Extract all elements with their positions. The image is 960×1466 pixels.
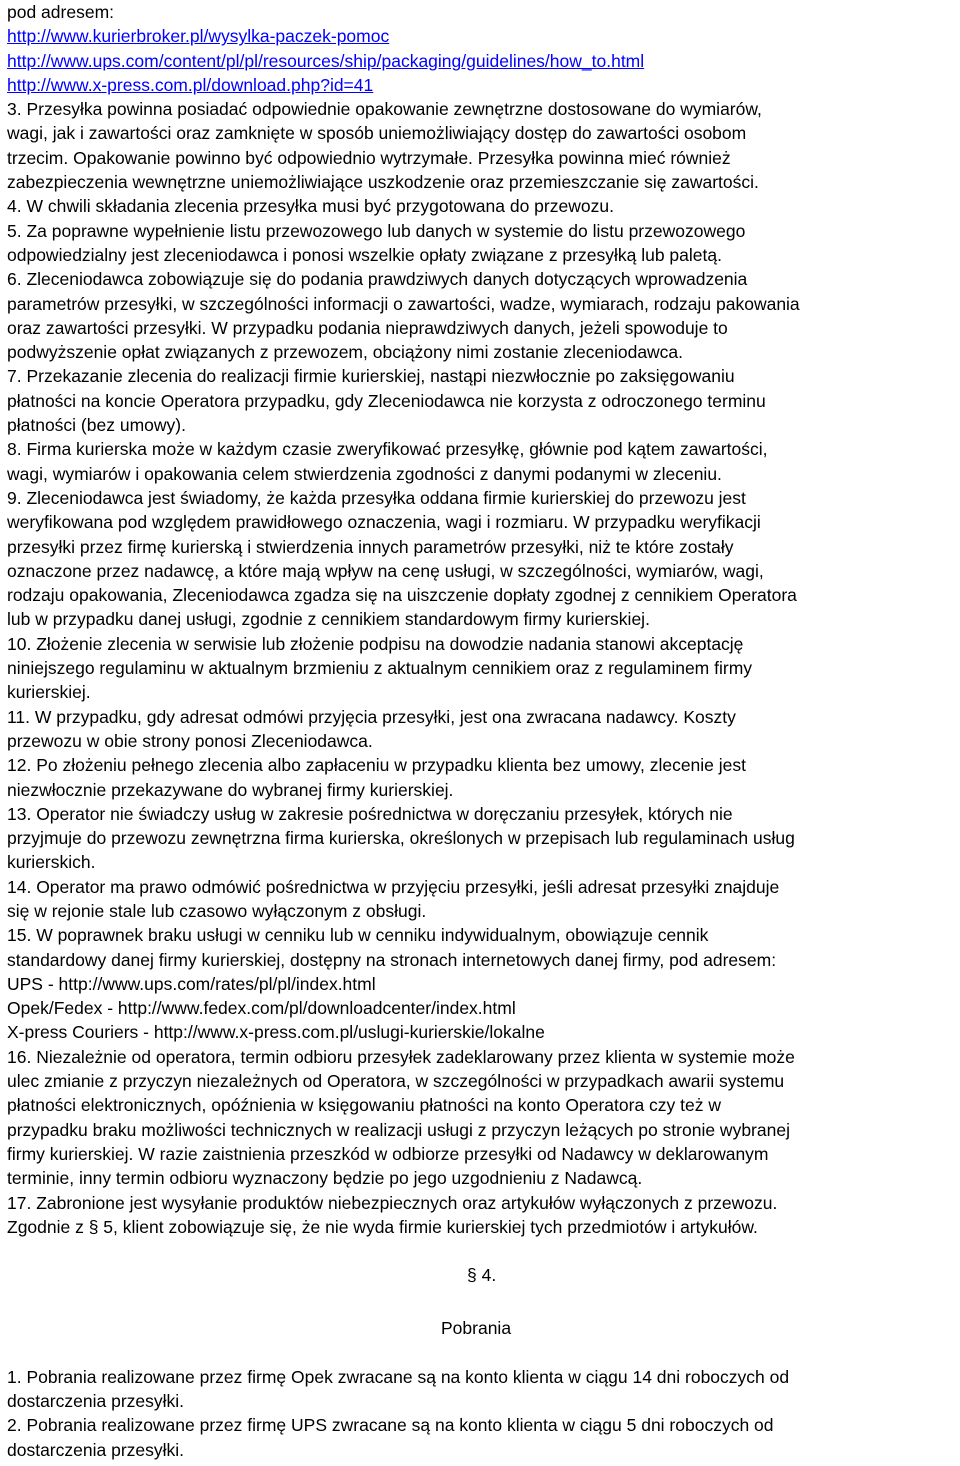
text-line: weryfikowana pod względem prawidłowego oznaczenia, wagi i rozmiaru. W przypadku weryfikacji bbox=[7, 512, 761, 533]
text-line: przesyłki przez firmę kurierską i stwierdzenia innych parametrów przesyłki, niż te które zostały bbox=[7, 536, 734, 557]
text-line: rodzaju opakowania, Zleceniodawca zgadza się na uiszczenie dopłaty zgodnej z cennikiem Operatora bbox=[7, 585, 797, 606]
text-line: przewozu w obie strony ponosi Zleceniodawca. bbox=[7, 730, 373, 751]
text-line: terminie, inny termin odbioru wyznaczony będzie po jego uzgodnieniu z Nadawcą. bbox=[7, 1168, 643, 1189]
text-line: 7. Przekazanie zlecenia do realizacji firmie kurierskiej, nastąpi niezwłocznie po zaksięgowaniu bbox=[7, 366, 735, 387]
regulations-body bbox=[7, 97, 960, 1239]
intro-label: pod adresem: bbox=[7, 2, 115, 22]
spacer bbox=[7, 1341, 960, 1365]
text-line: wagi, wymiarów i opakowania celem stwierdzenia zgodności z danymi podanymi w zleceniu. bbox=[7, 463, 722, 484]
text-line: podwyższenie opłat związanych z przewozem, obciążony nimi zostanie zleceniodawca. bbox=[7, 342, 684, 363]
section-heading bbox=[7, 1263, 960, 1341]
text-line: 4. W chwili składania zlecenia przesyłka musi być przygotowana do przewozu. bbox=[7, 196, 614, 217]
text-line: przyjmuje do przewozu zewnętrzna firma kurierska, określonych w przepisach lub regulaminach usług bbox=[7, 828, 795, 849]
text-line: parametrów przesyłki, w szczególności informacji o zawartości, wadze, wymiarach, rodzaju pakowania bbox=[7, 293, 800, 314]
text-line: dostarczenia przesyłki. bbox=[7, 1391, 185, 1412]
text-line: przypadku braku możliwości technicznych w realizacji usługi z przyczyn leżących po stronie wybranej bbox=[7, 1119, 790, 1140]
text-line: płatności na koncie Operatora przypadku, gdy Zleceniodawca nie korzysta z odroczonego terminu bbox=[7, 390, 766, 411]
text-line: 16. Niezależnie od operatora, termin odbioru przesyłek zadeklarowany przez klienta w systemie może bbox=[7, 1046, 795, 1067]
link-xpress-download[interactable]: http://www.x-press.com.pl/download.php?id=41 bbox=[7, 74, 374, 95]
text-line: dostarczenia przesyłki. bbox=[7, 1439, 185, 1460]
text-line: 1. Pobrania realizowane przez firmę Opek zwracane są na konto klienta w ciągu 14 dni roboczych od bbox=[7, 1366, 790, 1387]
intro-block bbox=[7, 0, 960, 97]
text-line: niniejszego regulaminu w aktualnym brzmieniu z aktualnym cennikiem oraz z regulaminem firmy bbox=[7, 658, 753, 679]
link-ups-packaging[interactable]: http://www.ups.com/content/pl/pl/resources/ship/packaging/guidelines/how_to.html bbox=[7, 50, 645, 71]
text-line: 14. Operator ma prawo odmówić pośrednictwa w przyjęciu przesyłki, jeśli adresat przesyłki znajduje bbox=[7, 876, 780, 897]
text-line: ulec zmianie z przyczyn niezależnych od Operatora, w szczególności w przypadkach awarii systemu bbox=[7, 1071, 785, 1092]
text-line: firmy kurierskiej. W razie zaistnienia przeszkód w odbiorze przesyłki od Nadawcy w deklarowanym bbox=[7, 1143, 769, 1164]
text-line: się w rejonie stale lub czasowo wyłączonym z obsługi. bbox=[7, 900, 427, 921]
text-line: 17. Zabronione jest wysyłanie produktów niebezpiecznych oraz artykułów wyłączonych z przewozu. bbox=[7, 1192, 778, 1213]
text-line: 13. Operator nie świadczy usług w zakresie pośrednictwa w doręczaniu przesyłek, których nie bbox=[7, 803, 733, 824]
text-line: wagi, jak i zawartości oraz zamknięte w sposób uniemożliwiający dostęp do zawartości osobom bbox=[7, 123, 747, 144]
text-line: 9. Zleceniodawca jest świadomy, że każda przesyłka oddana firmie kurierskiej do przewozu jest bbox=[7, 487, 746, 508]
text-line: 3. Przesyłka powinna posiadać odpowiednie opakowanie zewnętrzne dostosowane do wymiarów, bbox=[7, 99, 762, 120]
text-line: zabezpieczenia wewnętrzne uniemożliwiające uszkodzenie oraz przemieszczanie się zawartości. bbox=[7, 172, 759, 193]
text-line: trzecim. Opakowanie powinno być odpowiednio wytrzymałe. Przesyłka powinna mieć również bbox=[7, 147, 731, 168]
text-line: niezwłocznie przekazywane do wybranej firmy kurierskiej. bbox=[7, 779, 454, 800]
text-line: odpowiedzialny jest zleceniodawca i ponosi wszelkie opłaty związane z przesyłką lub paletą. bbox=[7, 244, 722, 265]
text-line: X-press Couriers - http://www.x-press.com.pl/uslugi-kurierskie/lokalne bbox=[7, 1022, 545, 1043]
pobrania-body bbox=[7, 1365, 960, 1462]
text-line: płatności (bez umowy). bbox=[7, 415, 186, 436]
text-line: 15. W poprawnek braku usługi w cenniku lub w cenniku indywidualnym, obowiązuje cennik bbox=[7, 925, 709, 946]
text-line: UPS - http://www.ups.com/rates/pl/pl/index.html bbox=[7, 973, 376, 994]
text-line: 8. Firma kurierska może w każdym czasie zweryfikować przesyłkę, głównie pod kątem zawartości, bbox=[7, 439, 768, 460]
spacer bbox=[7, 1239, 960, 1263]
text-line: kurierskich. bbox=[7, 852, 96, 873]
text-line: 11. W przypadku, gdy adresat odmówi przyjęcia przesyłki, jest ona zwracana nadawcy. Koszty bbox=[7, 706, 736, 727]
text-line: 6. Zleceniodawca zobowiązuje się do podania prawdziwych danych dotyczących wprowadzenia bbox=[7, 269, 748, 290]
text-line: 5. Za poprawne wypełnienie listu przewozowego lub danych w systemie do listu przewozowego bbox=[7, 220, 746, 241]
link-kurierbroker[interactable]: http://www.kurierbroker.pl/wysylka-paczek-pomoc bbox=[7, 26, 390, 47]
section-number: § 4. bbox=[467, 1265, 497, 1286]
text-line: oraz zawartości przesyłki. W przypadku podania nieprawdziwych danych, jeżeli spowoduje to bbox=[7, 317, 728, 338]
section-title: Pobrania bbox=[441, 1318, 512, 1339]
text-line: Opek/Fedex - http://www.fedex.com/pl/downloadcenter/index.html bbox=[7, 998, 516, 1019]
text-line: 10. Złożenie zlecenia w serwisie lub złożenie podpisu na dowodzie nadania stanowi akceptację bbox=[7, 633, 744, 654]
text-line: 2. Pobrania realizowane przez firmę UPS zwracane są na konto klienta w ciągu 5 dni roboczych od bbox=[7, 1415, 774, 1436]
text-line: płatności elektronicznych, opóźnienia w księgowaniu płatności na konto Operatora czy też w bbox=[7, 1095, 721, 1116]
text-line: oznaczone przez nadawcę, a które mają wpływ na cenę usługi, w szczególności, wymiarów, wagi, bbox=[7, 560, 764, 581]
text-line: lub w przypadku danej usługi, zgodnie z cennikiem standardowym firmy kurierskiej. bbox=[7, 609, 650, 630]
text-line: Zgodnie z § 5, klient zobowiązuje się, że nie wyda firmie kurierskiej tych przedmiotów i artykułów. bbox=[7, 1216, 758, 1237]
text-line: kurierskiej. bbox=[7, 682, 91, 703]
text-line: standardowy danej firmy kurierskiej, dostępny na stronach internetowych danej firmy, pod adresem: bbox=[7, 949, 777, 970]
text-line: 12. Po złożeniu pełnego zlecenia albo zapłaceniu w przypadku klienta bez umowy, zlecenie jest bbox=[7, 755, 747, 776]
